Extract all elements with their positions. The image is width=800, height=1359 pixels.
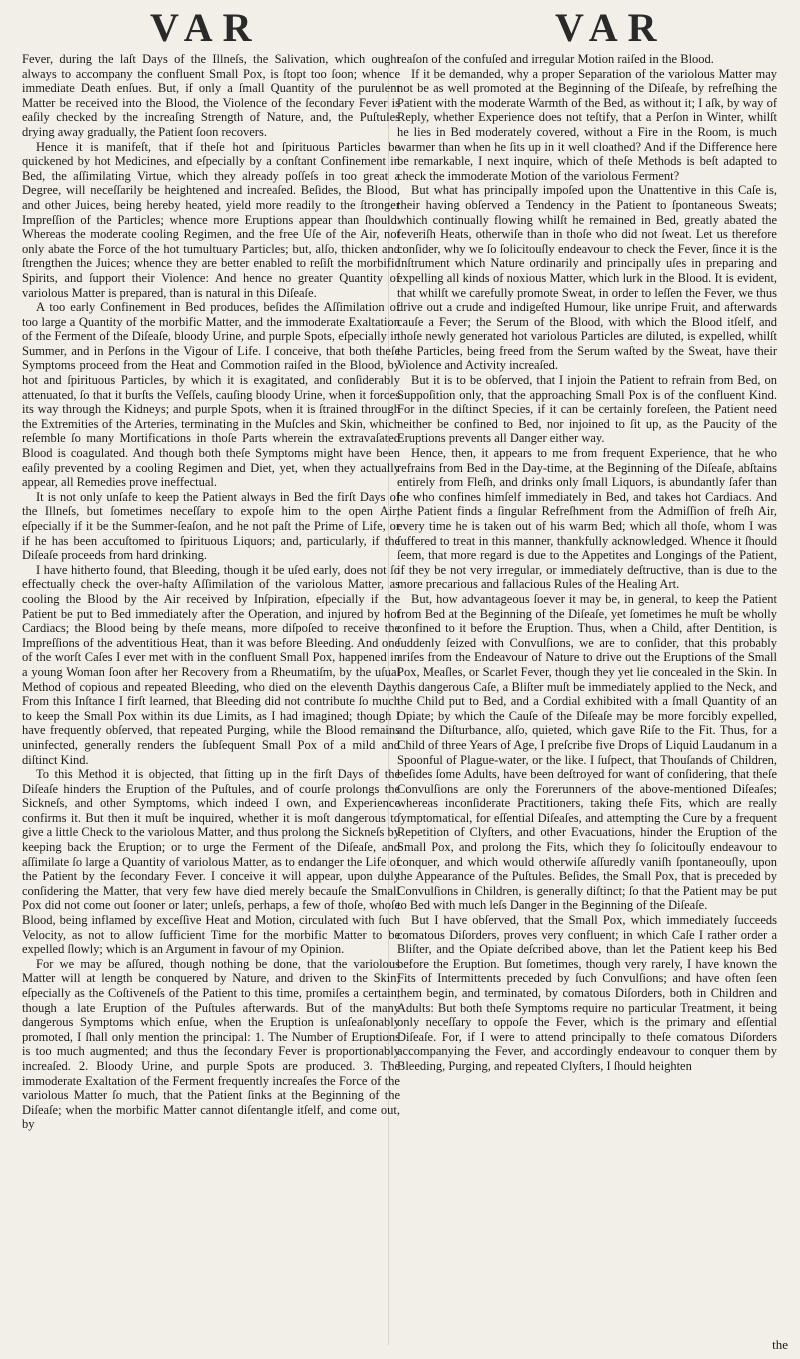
running-head-left: VAR [150, 5, 262, 50]
paragraph: For we may be aſſured, though nothing be done, that the variolous Matter will at length be conquered by Nature, and driven to the Skin; eſpecially as the Coſtiveneſs of the Patient to this time, promiſes a certain, though a late Eruption of the Puſtules afterwards. But of the many dangerous Symptoms which enſue, when the Eruption is unſeaſonably promoted, I ſhall only mention the principal: 1. The Number of Eruptions is too much augmented; and thus the ſecondary Fever is proportionably increaſed. 2. Bloody Urine, and purple Spots are produced. 3. The immoderate Exaltation of the Ferment frequently increaſes the Force of the variolous Matter ſo much, that the Patient ſinks at the Beginning of the Diſeaſe; when the morbific Matter cannot diſentangle itſelf, and come out, by [22, 956, 400, 1132]
paragraph: But, how advantageous ſoever it may be, in general, to keep the Patient from Bed at the Beginning of the Diſeaſe, yet ſometimes he muſt be wholly confined to it before the Eruption. Thus, when a Child, after Dentition, is ſuddenly ſeized with Convulſions, we are to conſider, that this probably ariſes from the Endeavour of Nature to drive out the Eruptions of the Small Pox, Meaſles, or Scarlet Fever, though they yet lie concealed in the Skin. In this dangerous Caſe, a Bliſter muſt be immediately applied to the Neck, and the Child put to Bed, and a Cordial exhibited with a ſmall Quantity of an Opiate; by which the Cauſe of the Diſeaſe may be more forcibly expelled, and the Diſturbance, alſo, quieted, which gave Riſe to the Fit. Thus, for a Child of three Years of Age, I preſcribe five Drops of Liquid Laudanum in a Spoonful of Plague-water, or the like. I ſuſpect, that Thouſands of Children, beſides ſome Adults, have been deſtroyed for want of conſidering, that theſe Convulſions are only the Forerunners of the above-mentioned Diſeaſes; whereas inconſiderate Practitioners, taking theſe Fits, which are really ſymptomatical, for eſſential Diſeaſes, and attempting the Cure by a frequent Repetition of Clyſters, and other Evacuations, hinder the Eruption of the Small Pox, and prolong the Fits, which they ſo ſolicitouſly endeavour to conquer, and which would otherwiſe aſſuredly vaniſh ſpontaneouſly, upon the Appearance of the Puſtules. Beſides, the Small Pox, that is preceded by Convulſions in Children, is generally diſtinct; ſo that the Patient may be put to Bed with much leſs Danger in the Beginning of the Diſeaſe. [397, 591, 777, 913]
right-column [397, 52, 777, 1348]
paragraph: Hence, then, it appears to me from frequent Experience, that he who refrains from Bed in the Day-time, at the Beginning of the Diſeaſe, abſtains entirely from Fleſh, and drinks only ſmall Liquors, is abundantly ſafer than he who confines himſelf immediately in Bed, and takes hot Cardiacs. And the Patient finds a ſingular Refreſhment from the Admiſſion of freſh Air, every time he is taken out of his warm Bed; which all thoſe, whom I was ſuffered to treat in this manner, thankfully acknowledged. Whence it ſhould ſeem, that more regard is due to the Appetites and Longings of the Patient, if they be not very irregular, or immediately deſtructive, than is due to the more precarious and fallacious Rules of the Healing Art. [397, 446, 777, 592]
paragraph: Hence it is manifeſt, that if theſe hot and ſpirituous Particles be quickened by hot Medicines, and eſpecially by a conſtant Confinement in Bed, the aſſimilating Virtue, which they already poſſeſs in too great a Degree, will neceſſarily be heightened and increaſed. Beſides, the Blood, and other Juices, being hereby heated, yield more readily to the ſtronger Impreſſion of the Particles; whence more Eruptions appear than ſhould. Whereas the moderate cooling Regimen, and the free Uſe of the Air, not only abate the Force of the hot tumultuary Particles; but, alſo, thicken and ſtrengthen the Juices; whence they are better enabled to reſiſt the morbific Spirits, and ſupport their Violence: And hence no greater Quantity of variolous Matter is prepared, than is natural in this Diſeaſe. [22, 139, 400, 300]
paragraph: I have hitherto found, that Bleeding, though it be uſed early, does not ſo effectually check the over-haſty Aſſimilation of the variolous Matter, as cooling the Blood by the Air received by Inſpiration, eſpecially if the Patient be put to Bed immediately after the Operation, and injured by hot Cardiacs; the Blood being by theſe means, more diſpoſed to receive the Impreſſions of the adventitious Heat, than it was before Bleeding. And one of the worſt Caſes I ever met with in the confluent Small Pox, happened in a young Woman ſoon after her Recovery from a Rheumatiſm, by the uſual Method of copious and repeated Bleeding, who died on the eleventh Day. From this Inſtance I firſt learned, that Bleeding did not contribute ſo much to keep the Small Pox within its due Limits, as I had imagined; though I have frequently obſerved, that repeated Purging, while the Blood remains uninfected, generally renders the ſubſequent Small Pox of a mild and diſtinct Kind. [22, 562, 400, 767]
paragraph: If it be demanded, why a proper Separation of the variolous Matter may not be as well promoted at the Beginning of the Diſeaſe, by refreſhing the Patient with the moderate Warmth of the Bed, as without it; I aſk, by way of Reply, whether Experience does not teſtify, that a Perſon in Winter, whilſt he lies in Bed moderately covered, without a Fire in the Room, is much warmer than when he ſits up in it well cloathed? And if the Difference here be remarkable, I next inquire, which of theſe Methods is beſt adapted to check the immoderate Motion of the variolous Ferment? [397, 66, 777, 183]
paragraph: To this Method it is objected, that ſitting up in the firſt Days of the Diſeaſe hinders the Eruption of the Puſtules, and of courſe prolongs the Sickneſs, and other Symptoms, which indeed I own, and Experience confirms it. But then it muſt be inquired, whether it is moſt dangerous to give a little Check to the variolous Matter, and thus prolong the Sickneſs by keeping back the Eruption; or to urge the Ferment of the Diſeaſe, and aſſimilate ſo large a Quantity of variolous Matter, as to endanger the Life of the Patient by the ſecondary Fever. I conceive it will appear, upon duly conſidering the Matter, that very few have died merely becauſe the Small Pox did not come out ſooner or later; unleſs, perhaps, a few of thoſe, whoſe Blood, being inflamed by exceſſive Heat and Motion, circulated with ſuch Velocity, as not to allow ſufficient Time for the morbific Matter to be expelled ſlowly; which is an Argument in favour of my Opinion. [22, 767, 400, 957]
left-column [22, 52, 400, 1348]
paragraph: But it is to be obſerved, that I injoin the Patient to refrain from Bed, on Suppoſition only, that the approaching Small Pox is of the confluent Kind. For in the diſtinct Species, if it can be certainly foreſeen, the Patient need neither be confined to Bed, nor injoined to ſit up, as the Paucity of the Eruptions prevents all Danger either way. [397, 373, 777, 446]
paragraph: But I have obſerved, that the Small Pox, which immediately ſucceeds comatous Diſorders, proves very confluent; in which Caſe I rather order a Bliſter, and the Opiate deſcribed above, than let the Patient keep his Bed before the Eruption. But ſometimes, though very rarely, I have known the Fits of Intermittents preceded by ſuch Convulſions; and have often ſeen them begin, and terminated, by comatous Diſorders, both in Children and Adults: But both theſe Symptoms require no particular Treatment, it being only neceſſary to oppoſe the Fever, which is the primary and eſſential Diſeaſe. For, if I were to attend principally to theſe comatous Diſorders accompanying the Fever, and accordingly endeavour to conquer them by Bleeding, Purging, and repeated Clyſters, I ſhould heighten [397, 913, 777, 1073]
paragraph: But what has principally impoſed upon the Unattentive in this Caſe is, their having obſerved a Tendency in the Patient to ſpontaneous Sweats; which continually flowing whilſt he remained in Bed, greatly abated the feveriſh Heats, otherwiſe than in thoſe who did not ſweat. Let us therefore conſider, why we ſo ſolicitouſly endeavour to check the Fever, ſince it is the Inſtrument which Nature ordinarily and principally uſes in preparing and expelling all kinds of noxious Matter, which lurk in the Blood. It is evident, that whilſt we carefully promote Sweat, in order to leſſen the Fever, we thus drive out a crude and indigeſted Humour, like unripe Fruit, and afterwards cauſe a Fever; the Serum of the Blood, with which the Blood itſelf, and thoſe newly generated hot variolous Particles are diluted, is expelled, whilſt the Particles, being freed from the Serum waſted by the Sweat, have their Violence and Activity increaſed. [397, 183, 777, 373]
paragraph: reaſon of the confuſed and irregular Motion raiſed in the Blood. [397, 52, 714, 66]
paragraph: A too early Confinement in Bed produces, beſides the Aſſimilation of too large a Quantity of the morbific Matter, and the immoderate Exaltation of the Ferment of the Diſeaſe, bloody Urine, and purple Spots, eſpecially in Summer, and in Perſons in the Vigour of Life. I conceive, that both theſe Symptoms proceed from the Heat and Commotion raiſed in the Blood, by hot and ſpirituous Particles, by which it is exagitated, and conſiderably attenuated, ſo that it burſts the Veſſels, cauſing bloody Urine, when it forces its way through the Kidneys; and purple Spots, when it is ſtrained through the Extremities of the Arteries, terminating in the Muſcles and Skin, which reſemble ſo many Mortifications in thoſe Parts wherein the extravaſated Blood is coagulated. And though both theſe Symptoms might have been eaſily prevented by a cooling Regimen and Diet, yet, when they actually appear, all Remedies prove ineffectual. [22, 300, 400, 490]
running-head-right: VAR [555, 5, 667, 50]
paragraph: Fever, during the laſt Days of the Illneſs, the Salivation, which ought always to accompany the confluent Small Pox, is ſtopt too ſoon; whence immediate Death enſues. But, if only a ſmall Quantity of the purulent Matter be received into the Blood, the Violence of the ſecondary Fever is eaſily checked by the increaſing Strength of Nature, and, the Puſtules drying away gradually, the Patient ſoon recovers. [22, 52, 400, 139]
catchword: the [772, 1337, 788, 1352]
paragraph: It is not only unſafe to keep the Patient always in Bed the firſt Days of the Illneſs, but ſometimes neceſſary to expoſe him to the open Air; eſpecially if it be the Summer-ſeaſon, and he not paſt the Prime of Life, or if he has been accuſtomed to ſpirituous Liquors; and, particularly, if the Diſeaſe proceeds from hard drinking. [22, 489, 400, 563]
